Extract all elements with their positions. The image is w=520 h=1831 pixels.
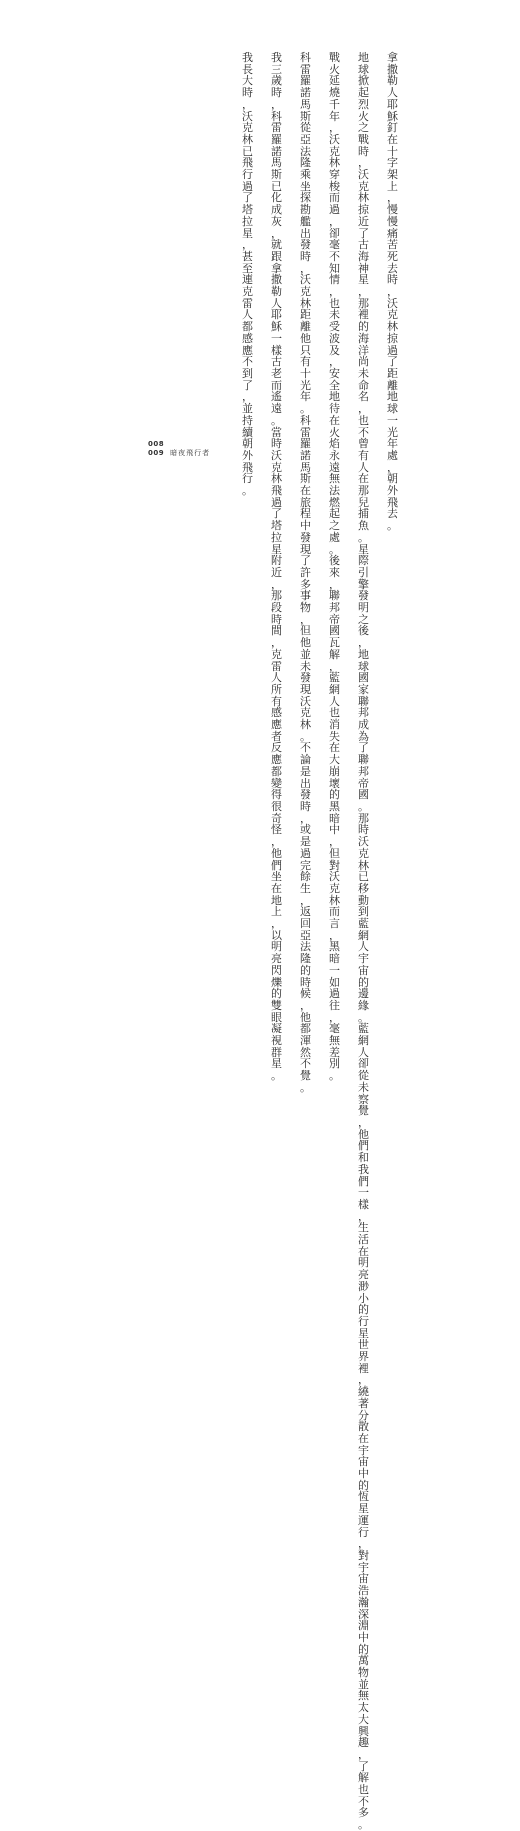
paragraph-6: 我長大時，沃克林已飛行過了塔拉星，甚至連克雷人都感應不到了，並持續朝外飛行。 — [242, 51, 253, 498]
paragraph-4: 科雷羅諾馬斯從亞法隆乘坐探勘艦出發時，沃克林距離他只有十光年。科雷羅諾馬斯在旅程中發現了許多事物，但他並未發現沃克林。不論是出發時，或是過完餘生，返回亞法隆的時候，他都渾然不覺。 — [300, 51, 311, 1094]
page-footer — [148, 440, 210, 458]
page-number-top: 008 — [148, 440, 165, 448]
paragraph-1: 拿撒勒人耶穌釘在十字架上，慢慢痛苦死去時，沃克林掠過了距離地球一光年處，朝外飛去。 — [387, 51, 398, 533]
vertical-text-block — [236, 51, 400, 1831]
footer-row — [148, 448, 210, 458]
paragraph-2: 地球掀起烈火之戰時，沃克林掠近了古海神星，那裡的海洋尚未命名，也不曾有人在那兒捕魚。星際引擎發明之後，地球國家聯邦成為了聯邦帝國。那時沃克林已移動到藍網人宇宙的邊緣。藍網人卻從未察覺，他們和我們一樣，生活在明亮渺小的行星世界裡，繞著分散在宇宙中的恆星運行，對宇宙浩瀚深淵中的萬物並無太大興趣，了解也不多。 — [358, 51, 369, 1831]
paragraph-5: 我三歲時，科雷羅諾馬斯已化成灰，就跟拿撒勒人耶穌一樣古老而遙遠。當時沃克林飛過了塔拉星附近，那段時間，克雷人所有感應者反應都變得很奇怪，他們坐在地上，以明亮閃爍的雙眼凝視群星。 — [271, 51, 282, 1083]
book-title: 暗夜飛行者 — [170, 449, 211, 457]
page-number-bottom: 009 — [148, 449, 165, 457]
paragraph-3: 戰火延燒千年，沃克林穿梭而過，卻毫不知情，也未受波及，安全地待在火焰永遠無法燃起之處。後來，聯邦帝國瓦解，藍網人也消失在大崩壞的黑暗中，但對沃克林而言，黑暗一如過往，毫無差別。 — [329, 51, 340, 1083]
